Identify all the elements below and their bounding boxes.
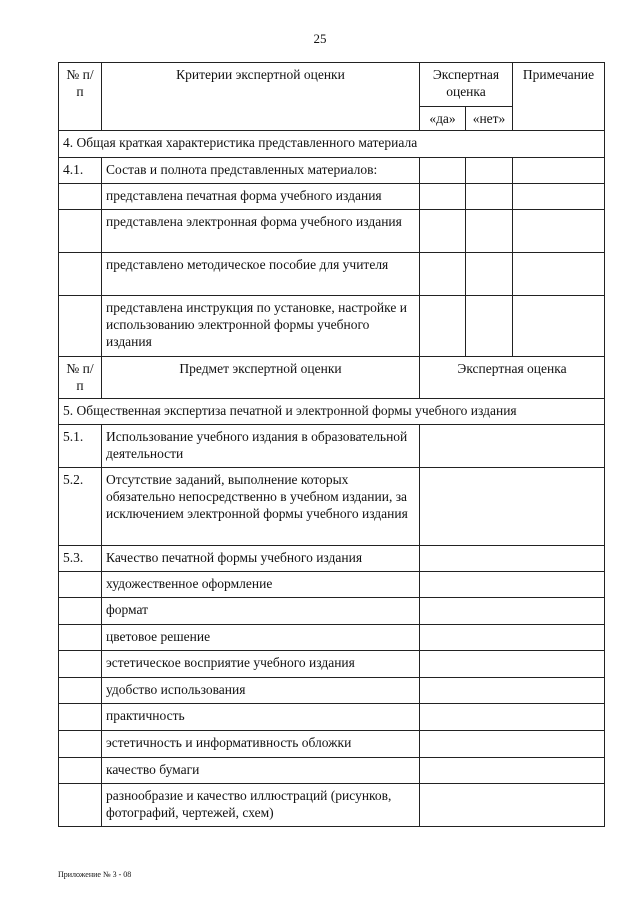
header-note: Примечание	[513, 63, 605, 131]
yes-cell[interactable]	[420, 253, 466, 296]
item-illustrations: разнообразие и качество иллюстраций (рисунков, фотографий, чертежей, схем)	[102, 784, 420, 827]
evaluation-cell[interactable]	[420, 425, 605, 468]
evaluation-cell[interactable]	[420, 784, 605, 827]
row-5-1-text: Использование учебного издания в образовательной деятельности	[102, 425, 420, 468]
evaluation-cell[interactable]	[420, 572, 605, 598]
evaluation-cell[interactable]	[420, 704, 605, 731]
evaluation-cell[interactable]	[420, 651, 605, 678]
note-cell[interactable]	[513, 184, 605, 210]
no-cell[interactable]	[466, 253, 513, 296]
note-cell[interactable]	[513, 296, 605, 357]
item-cover-informativeness: эстетичность и информативность обложки	[102, 731, 420, 758]
footer-appendix: Приложение № 3 - 08	[58, 870, 132, 879]
row-5-3-text: Качество печатной формы учебного издания	[102, 546, 420, 572]
evaluation-cell[interactable]	[420, 625, 605, 651]
row-5-1-num: 5.1.	[59, 425, 102, 468]
evaluation-cell[interactable]	[420, 678, 605, 704]
note-cell[interactable]	[513, 253, 605, 296]
no-cell[interactable]	[466, 296, 513, 357]
header-criteria: Критерии экспертной оценки	[102, 63, 420, 131]
evaluation-cell[interactable]	[420, 731, 605, 758]
item-practicality: практичность	[102, 704, 420, 731]
evaluation-cell[interactable]	[420, 468, 605, 546]
item-paper-quality: качество бумаги	[102, 758, 420, 784]
row-5-2-text: Отсутствие заданий, выполнение которых обязательно непосредственно в учебном издании, за исключением электронной формы учебного издания	[102, 468, 420, 546]
item-installation-instructions: представлена инструкция по установке, настройке и использованию электронной формы учебного издания	[102, 296, 420, 357]
no-cell[interactable]	[466, 210, 513, 253]
header-no: «нет»	[466, 107, 513, 131]
header2-num: № п/п	[59, 357, 102, 399]
yes-cell[interactable]	[420, 158, 466, 184]
item-methodical-guide: представлено методическое пособие для учителя	[102, 253, 420, 296]
evaluation-cell[interactable]	[420, 758, 605, 784]
header-expert: Экспертная оценка	[420, 63, 513, 107]
header2-expert: Экспертная оценка	[420, 357, 605, 399]
section-5-title: 5. Общественная экспертиза печатной и электронной формы учебного издания	[59, 399, 605, 425]
item-ease-of-use: удобство использования	[102, 678, 420, 704]
evaluation-cell[interactable]	[420, 598, 605, 625]
item-format: формат	[102, 598, 420, 625]
item-printed-form: представлена печатная форма учебного издания	[102, 184, 420, 210]
yes-cell[interactable]	[420, 210, 466, 253]
expert-evaluation-table	[58, 62, 605, 827]
page-number: 25	[313, 31, 327, 46]
row-5-3-num: 5.3.	[59, 546, 102, 572]
item-artistic-design: художественное оформление	[102, 572, 420, 598]
evaluation-cell[interactable]	[420, 546, 605, 572]
item-aesthetic-perception: эстетическое восприятие учебного издания	[102, 651, 420, 678]
item-electronic-form: представлена электронная форма учебного издания	[102, 210, 420, 253]
no-cell[interactable]	[466, 184, 513, 210]
note-cell[interactable]	[513, 210, 605, 253]
yes-cell[interactable]	[420, 296, 466, 357]
row-5-2-num: 5.2.	[59, 468, 102, 546]
row-4-1-text: Состав и полнота представленных материалов:	[102, 158, 420, 184]
section-4-title: 4. Общая краткая характеристика представленного материала	[59, 131, 605, 158]
yes-cell[interactable]	[420, 184, 466, 210]
no-cell[interactable]	[466, 158, 513, 184]
item-color-solution: цветовое решение	[102, 625, 420, 651]
row-4-1-num: 4.1.	[59, 158, 102, 184]
header2-subject: Предмет экспертной оценки	[102, 357, 420, 399]
note-cell[interactable]	[513, 158, 605, 184]
header-yes: «да»	[420, 107, 466, 131]
header-num: № п/п	[59, 63, 102, 131]
